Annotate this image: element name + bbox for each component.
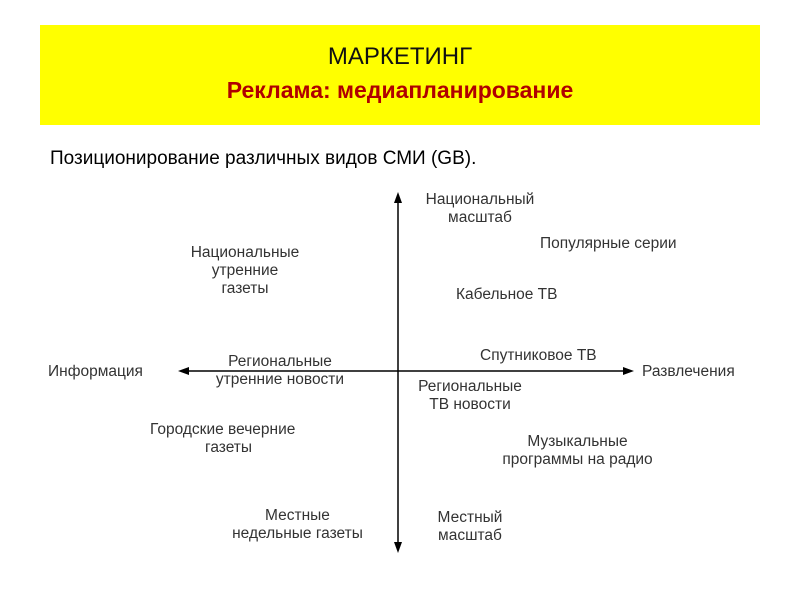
arrow-up-icon <box>394 192 402 203</box>
arrow-left-icon <box>178 367 189 375</box>
axis-left-label: Информация <box>48 363 143 380</box>
item-music-radio: Музыкальные программы на радио <box>502 433 653 468</box>
slide-subtitle: Реклама: медиапланирование <box>226 77 574 103</box>
item-local-weekly-papers: Местные недельные газеты <box>232 507 363 542</box>
axis-bottom-label: Местный масштаб <box>437 509 503 544</box>
axis-top-label: Национальный масштаб <box>425 191 535 226</box>
slide-title: МАРКЕТИНГ <box>327 43 473 70</box>
item-regional-morning-news: Региональные утренние новости <box>215 353 345 388</box>
item-popular-series: Популярные серии <box>540 235 677 252</box>
item-satellite-tv: Спутниковое ТВ <box>480 347 597 364</box>
item-national-morning-papers: Национальные утренние газеты <box>190 244 300 297</box>
item-regional-tv-news: Региональные ТВ новости <box>418 378 522 413</box>
item-cable-tv: Кабельное ТВ <box>456 286 558 303</box>
axis-right-label: Развлечения <box>642 363 735 380</box>
diagram-caption: Позиционирование различных видов СМИ (GB). <box>50 148 477 169</box>
item-city-evening-papers: Городские вечерние газеты <box>150 421 296 456</box>
arrow-down-icon <box>394 542 402 553</box>
arrow-right-icon <box>623 367 634 375</box>
